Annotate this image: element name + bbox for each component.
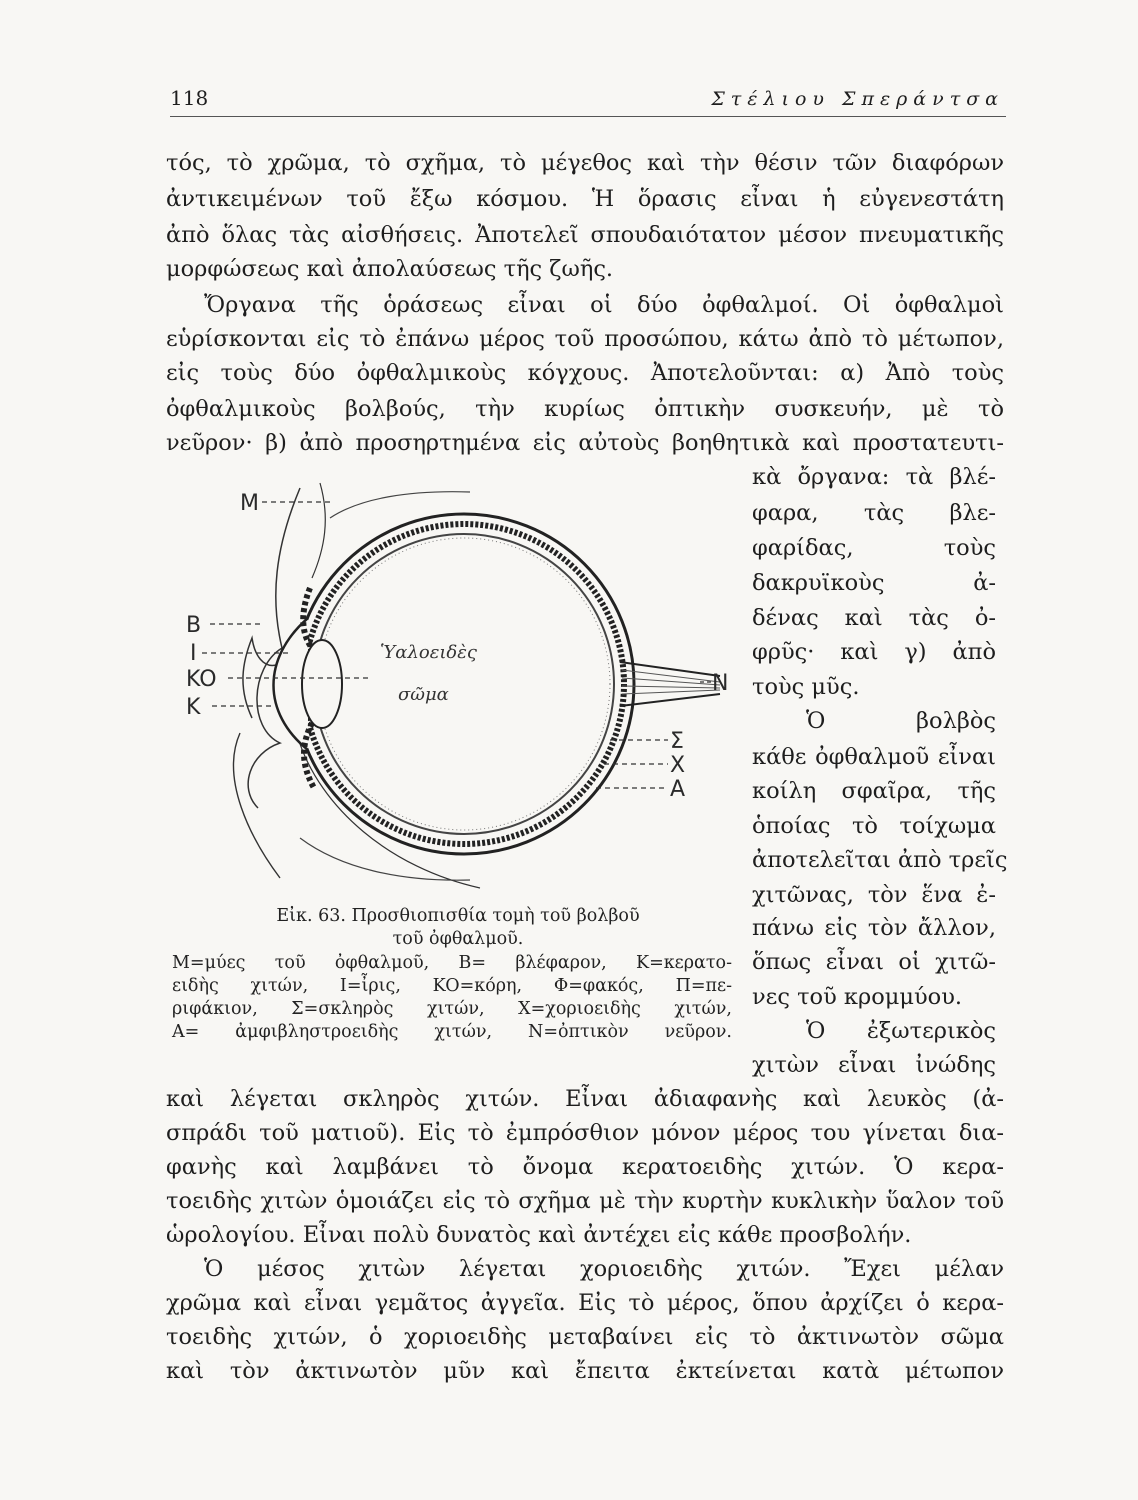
side-text-line: φαρα, τὰς βλε-: [752, 500, 996, 526]
side-text-line: κοίλη σφαῖρα, τῆς: [752, 778, 996, 804]
vitreous-label-line2: σῶμα: [398, 684, 449, 705]
figure-caption-legend: ειδὴς χιτών, I=ἶρις, KO=κόρη, Φ=φακός, Π=πε-: [172, 976, 732, 996]
page-number: 118: [170, 86, 209, 110]
running-head: Στέλιου Σπεράντσα: [711, 88, 1004, 110]
label-b: B: [186, 613, 202, 638]
side-text-line: κάθε ὀφθαλμοῦ εἶναι: [752, 744, 996, 770]
text-line: Ὄργανα τῆς ὁράσεως εἶναι οἱ δύο ὀφθαλμοί. Οἱ ὀφθαλμοὶ: [204, 292, 1004, 318]
text-line: ὀφθαλμικοὺς βολβούς, τὴν κυρίως ὀπτικὴν συσκευήν, μὲ τὸ: [166, 396, 1004, 422]
label-a: A: [670, 777, 686, 802]
text-line: χρῶμα καὶ εἶναι γεμᾶτος ἀγγεῖα. Εἰς τὸ μέρος, ὅπου ἀρχίζει ὁ κερα-: [166, 1290, 1004, 1316]
side-text-line: χιτῶνας, τὸν ἕνα ἐ-: [752, 882, 996, 908]
text-line: νεῦρον· β) ἀπὸ προσηρτημένα εἰς αὐτοὺς βοηθητικὰ καὶ προστατευτι-: [166, 430, 1004, 456]
figure-caption-legend: A= ἀμφιβληστροειδὴς χιτών, N=ὀπτικὸν νεῦρον.: [172, 1022, 732, 1042]
text-line: ἀπὸ ὅλας τὰς αἰσθήσεις. Ἀποτελεῖ σπουδαιότατον μέσον πνευματικῆς: [166, 222, 1004, 248]
text-line: ἀντικειμένων τοῦ ἔξω κόσμου. Ἡ ὅρασις εἶναι ἡ εὐγενεστάτη: [166, 186, 1004, 212]
vitreous-label-line1: Ὑαλοειδὲς: [380, 642, 478, 663]
side-text-line: φρῦς· καὶ γ) ἀπὸ: [752, 639, 996, 665]
figure-caption-title: τοῦ ὀφθαλμοῦ.: [392, 929, 524, 949]
text-line: μορφώσεως καὶ ἀπολαύσεως τῆς ζωῆς.: [166, 256, 614, 282]
text-line: τοειδὴς χιτών, ὁ χοριοειδὴς μεταβαίνει εἰς τὸ ἀκτινωτὸν σῶμα: [166, 1324, 1004, 1350]
side-text-line: φαρίδας, τοὺς: [752, 535, 996, 561]
label-k: K: [186, 695, 201, 720]
label-ko: KO: [186, 667, 217, 692]
text-line: εὑρίσκονται εἰς τὸ ἐπάνω μέρος τοῦ προσώπου, κάτω ἀπὸ τὸ μέτωπον,: [166, 326, 1004, 352]
side-text-line: ὁποίας τὸ τοίχωμα: [752, 813, 996, 839]
text-line: καὶ λέγεται σκληρὸς χιτών. Εἶναι ἀδιαφανὴς καὶ λευκὸς (ἀ-: [166, 1086, 1004, 1112]
side-text-line: ἀποτελεῖται ἀπὸ τρεῖς: [752, 847, 1008, 873]
figure-caption-title: Εἰκ. 63. Προσθιοπισθία τομὴ τοῦ βολβοῦ: [276, 906, 640, 926]
text-line: φανὴς καὶ λαμβάνει τὸ ὄνομα κερατοειδὴς χιτών. Ὁ κερα-: [166, 1154, 1004, 1180]
side-text-line: δένας καὶ τὰς ὀ-: [752, 605, 996, 631]
side-text-line: τοὺς μῦς.: [752, 674, 860, 700]
text-line: Ὁ μέσος χιτὼν λέγεται χοριοειδὴς χιτών. Ἔχει μέλαν: [204, 1256, 1004, 1282]
text-line: τοειδὴς χιτὼν ὁμοιάζει εἰς τὸ σχῆμα μὲ τὴν κυρτὴν κυκλικὴν ὕαλον τοῦ: [166, 1188, 1004, 1214]
figure-caption-legend: ριφάκιον, Σ=σκληρὸς χιτών, X=χοριοειδὴς χιτών,: [172, 999, 732, 1019]
text-line: τός, τὸ χρῶμα, τὸ σχῆμα, τὸ μέγεθος καὶ τὴν θέσιν τῶν διαφόρων: [166, 150, 1004, 176]
side-text-line: Ὁ ἐξωτερικὸς: [806, 1018, 996, 1044]
text-line: σπράδι τοῦ ματιοῦ). Εἰς τὸ ἐμπρόσθιον μόνον μέρος του γίνεται δια-: [166, 1120, 1004, 1146]
side-text-line: ὅπως εἶναι οἱ χιτῶ-: [752, 949, 996, 975]
label-i: I: [190, 641, 197, 666]
side-text-line: χιτὼν εἶναι ἰνώδης: [752, 1052, 996, 1078]
text-line: καὶ τὸν ἀκτινωτὸν μῦν καὶ ἔπειτα ἐκτείνεται κατὰ μέτωπον: [166, 1358, 1004, 1384]
label-m: M: [240, 491, 259, 516]
label-sigma: Σ: [670, 729, 684, 754]
figure-caption-legend: M=μύες τοῦ ὀφθαλμοῦ, B= βλέφαρον, K=κερατο-: [172, 953, 732, 973]
text-line: ὡρολογίου. Εἶναι πολὺ δυνατὸς καὶ ἀντέχει εἰς κάθε προσβολήν.: [166, 1222, 912, 1248]
side-text-line: Ὁ βολβὸς: [806, 708, 996, 734]
side-text-line: δακρυϊκοὺς ἀ-: [752, 570, 996, 596]
side-text-line: πάνω εἰς τὸν ἄλλον,: [752, 915, 996, 941]
text-line: εἰς τοὺς δύο ὀφθαλμικοὺς κόγχους. Ἀποτελοῦνται: α) Ἀπὸ τοὺς: [166, 360, 1004, 386]
side-text-line: νες τοῦ κρομμύου.: [752, 984, 963, 1010]
eye-diagram-figure: [180, 478, 736, 900]
eye-cross-section-drawing: [180, 478, 736, 900]
page-header: [170, 86, 1006, 117]
label-x: X: [670, 753, 686, 778]
side-text-line: κὰ ὄργανα: τὰ βλέ-: [752, 464, 996, 490]
label-n: N: [712, 671, 729, 696]
